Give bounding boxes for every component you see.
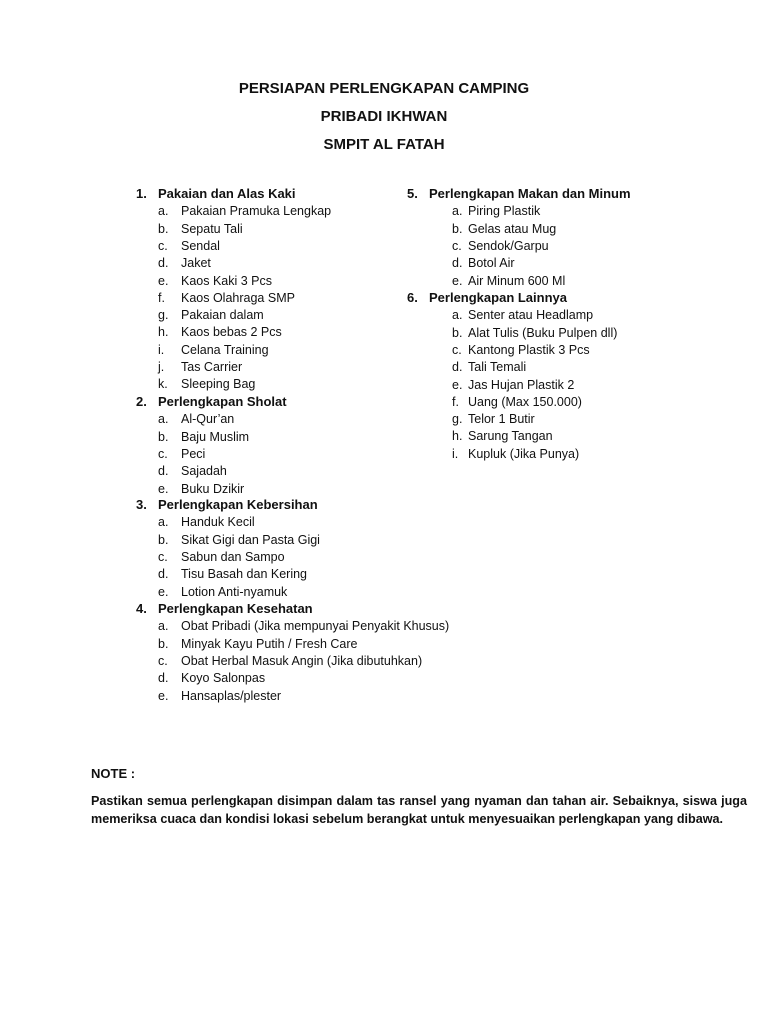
list-item-text: Kaos Olahraga SMP	[181, 290, 295, 305]
list-item	[158, 533, 320, 547]
list-item-text: Piring Plastik	[468, 204, 541, 219]
list-item-text: Jaket	[181, 256, 211, 271]
list-item-text: Al-Qur’an	[181, 412, 235, 427]
list-item-text: Celana Training	[181, 342, 269, 357]
list-item-text: Sajadah	[181, 464, 227, 479]
list-item-text: Buku Dzikir	[181, 481, 245, 496]
list-item	[158, 239, 220, 253]
list-item-marker: h.	[452, 429, 463, 444]
list-item	[158, 550, 285, 564]
section-title: Perlengkapan Kesehatan	[158, 601, 313, 616]
list-item	[452, 447, 579, 461]
list-item-marker: a.	[452, 204, 463, 219]
list-item-marker: c.	[452, 238, 462, 253]
list-item	[452, 326, 617, 340]
list-item	[158, 654, 422, 668]
list-item	[158, 689, 281, 703]
list-item-text: Gelas atau Mug	[468, 221, 557, 236]
list-item-text: Kantong Plastik 3 Pcs	[468, 342, 590, 357]
list-item-marker: b.	[452, 325, 463, 340]
list-item	[452, 274, 565, 288]
list-item	[452, 360, 526, 374]
list-item	[158, 671, 265, 685]
list-item-text: Air Minum 600 Ml	[468, 273, 566, 288]
list-item-text: Tisu Basah dan Kering	[181, 567, 308, 582]
section-title: Perlengkapan Sholat	[158, 394, 287, 409]
section-number: 3.	[136, 497, 147, 512]
list-item	[158, 464, 227, 478]
section-title: Perlengkapan Makan dan Minum	[429, 186, 631, 201]
list-item	[158, 412, 234, 426]
list-item-marker: a.	[158, 619, 169, 634]
section-number: 4.	[136, 601, 147, 616]
list-item-marker: a.	[158, 412, 169, 427]
list-item-text: Koyo Salonpas	[181, 671, 266, 686]
section-title: Perlengkapan Kebersihan	[158, 497, 318, 512]
note-label: NOTE :	[91, 766, 136, 781]
section-heading-2	[136, 394, 287, 409]
list-item	[158, 482, 244, 496]
list-item-text: Minyak Kayu Putih / Fresh Care	[181, 636, 358, 651]
list-item-text: Baju Muslim	[181, 429, 250, 444]
list-item-text: Sendal	[181, 238, 220, 253]
list-item-text: Handuk Kecil	[181, 515, 255, 530]
list-item-text: Botol Air	[468, 256, 515, 271]
list-item-marker: f.	[158, 290, 165, 305]
list-item	[452, 239, 549, 253]
note-text: Pastikan semua perlengkapan disimpan dalam tas ransel yang nyaman dan tahan air. Sebaiknya, siswa juga memeriksa cuaca dan kondisi lokasi sebelum berangkat untuk menyesuaikan perlengkapan yang dibawa.	[91, 794, 747, 826]
list-item-marker: e.	[452, 273, 463, 288]
list-item-marker: e.	[158, 584, 169, 599]
section-heading-3	[136, 497, 318, 512]
list-item	[158, 447, 205, 461]
list-item-text: Sepatu Tali	[181, 221, 243, 236]
list-item-marker: d.	[158, 464, 169, 479]
list-item-marker: b.	[158, 429, 169, 444]
list-item-text: Sendok/Garpu	[468, 238, 549, 253]
list-item-text: Tas Carrier	[181, 360, 243, 374]
list-item-marker: c.	[158, 653, 168, 668]
list-item-text: Uang (Max 150.000)	[468, 394, 582, 409]
list-item	[158, 637, 357, 651]
list-item	[158, 308, 264, 322]
list-item	[158, 222, 243, 236]
list-item	[158, 567, 307, 581]
list-item-marker: j.	[158, 360, 165, 374]
list-item-marker: d.	[452, 256, 463, 271]
list-item-marker: e.	[452, 377, 463, 392]
list-item-marker: a.	[158, 515, 169, 530]
list-item-text: Kupluk (Jika Punya)	[468, 446, 580, 461]
list-item-marker: c.	[158, 549, 168, 564]
list-item	[158, 343, 269, 357]
list-item-marker: e.	[158, 273, 169, 288]
list-item-text: Kaos Kaki 3 Pcs	[181, 273, 273, 288]
list-item-marker: d.	[158, 671, 169, 686]
list-item	[452, 429, 553, 443]
list-item-marker: a.	[452, 308, 463, 323]
list-item	[158, 585, 287, 599]
list-item	[452, 343, 590, 357]
document-title-line-1: PERSIAPAN PERLENGKAPAN CAMPING	[238, 80, 530, 97]
list-item-marker: i.	[158, 342, 165, 357]
list-item-marker: d.	[158, 256, 169, 271]
list-item-marker: k.	[158, 377, 168, 392]
list-item-marker: g.	[452, 412, 463, 427]
list-item-text: Sikat Gigi dan Pasta Gigi	[181, 532, 320, 547]
document-title-line-3: SMPIT AL FATAH	[323, 136, 445, 153]
list-item-text: Sarung Tangan	[468, 429, 553, 444]
list-item-marker: c.	[158, 238, 168, 253]
section-number: 5.	[407, 186, 418, 201]
list-item	[452, 378, 574, 392]
list-item-text: Alat Tulis (Buku Pulpen dll)	[468, 325, 618, 340]
list-item-text: Sabun dan Sampo	[181, 549, 285, 564]
section-title: Perlengkapan Lainnya	[429, 290, 567, 305]
list-item-text: Pakaian dalam	[181, 308, 264, 323]
list-item	[158, 204, 331, 218]
list-item-marker: b.	[158, 532, 169, 547]
section-heading-6	[407, 290, 567, 305]
list-item-text: Hansaplas/plester	[181, 688, 282, 703]
list-item	[452, 204, 540, 218]
list-item	[452, 222, 556, 236]
list-item-marker: d.	[158, 567, 169, 582]
list-item-marker: f.	[452, 394, 459, 409]
list-item	[452, 395, 582, 409]
section-title: Pakaian dan Alas Kaki	[158, 186, 296, 201]
list-item-marker: c.	[452, 342, 462, 357]
list-item-marker: i.	[452, 446, 459, 461]
document-title-line-2: PRIBADI IKHWAN	[320, 108, 448, 125]
list-item	[452, 308, 593, 322]
list-item-text: Obat Herbal Masuk Angin (Jika dibutuhkan)	[181, 653, 423, 668]
list-item-marker: b.	[158, 636, 169, 651]
list-item-marker: e.	[158, 481, 169, 496]
list-item	[452, 256, 515, 270]
list-item	[158, 325, 282, 339]
list-item	[158, 291, 295, 305]
section-heading-4	[136, 601, 313, 616]
list-item-text: Tali Temali	[468, 360, 527, 375]
section-heading-1	[136, 186, 296, 201]
list-item-text: Lotion Anti-nyamuk	[181, 584, 288, 599]
list-item-marker: h.	[158, 325, 169, 340]
list-item-text: Sleeping Bag	[181, 377, 256, 392]
list-item	[158, 256, 211, 270]
list-item-marker: g.	[158, 308, 169, 323]
section-number: 2.	[136, 394, 147, 409]
list-item-text: Pakaian Pramuka Lengkap	[181, 204, 332, 219]
list-item-marker: b.	[452, 221, 463, 236]
list-item	[158, 515, 255, 529]
list-item-text: Jas Hujan Plastik 2	[468, 377, 575, 392]
list-item-text: Peci	[181, 446, 206, 461]
section-number: 1.	[136, 186, 147, 201]
list-item	[452, 412, 535, 426]
list-item	[158, 430, 249, 444]
list-item-text: Telor 1 Butir	[468, 412, 535, 427]
list-item-marker: b.	[158, 221, 169, 236]
list-item-marker: a.	[158, 204, 169, 219]
list-item-text: Kaos bebas 2 Pcs	[181, 325, 282, 340]
list-item	[158, 274, 272, 288]
list-item	[158, 360, 242, 374]
list-item	[158, 619, 449, 633]
list-item-marker: d.	[452, 360, 463, 375]
section-heading-5	[407, 186, 631, 201]
list-item	[158, 377, 255, 391]
list-item-text: Senter atau Headlamp	[468, 308, 594, 323]
list-item-marker: e.	[158, 688, 169, 703]
list-item-marker: c.	[158, 446, 168, 461]
list-item-text: Obat Pribadi (Jika mempunyai Penyakit Khusus)	[181, 619, 450, 634]
section-number: 6.	[407, 290, 418, 305]
